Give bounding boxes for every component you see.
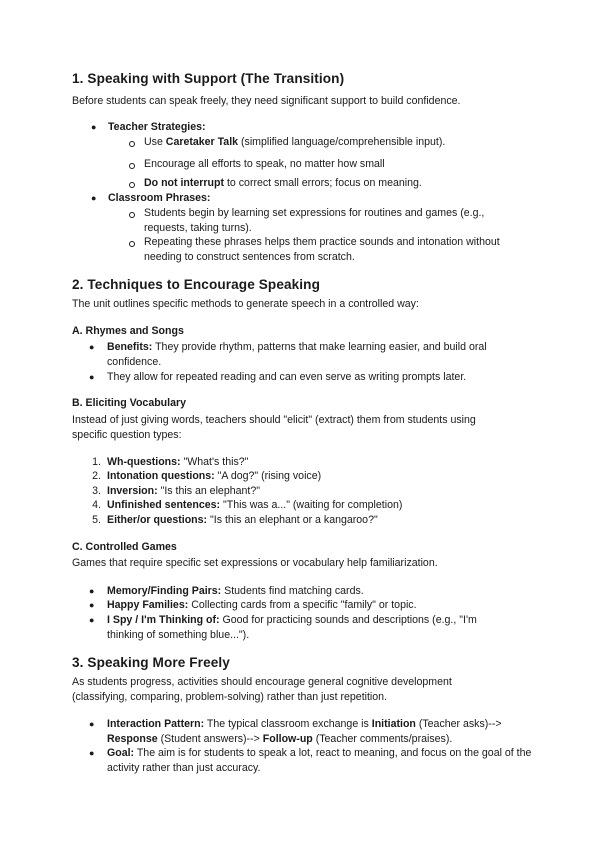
bullet-icon: ● <box>89 342 95 352</box>
bullet-icon: ● <box>89 748 95 758</box>
bullet-icon: ● <box>89 719 95 729</box>
list-item: Do not interrupt to correct small errors; focus on meaning. <box>144 177 422 189</box>
circle-bullet-icon <box>129 212 135 218</box>
eliciting-intro: Instead of just giving words, teachers should "elicit" (extract) them from students using specific question types: <box>72 414 476 441</box>
bullet-icon: ● <box>89 586 95 596</box>
section-2-title: 2. Techniques to Encourage Speaking <box>72 277 320 292</box>
list-item: Benefits: They provide rhythm, patterns that make learning easier, and build oral confidence. <box>107 341 487 368</box>
list-item: Intonation questions: "A dog?" (rising voice) <box>107 470 322 482</box>
bullet-icon: ● <box>89 372 95 382</box>
bullet-icon: ● <box>91 193 97 203</box>
circle-bullet-icon <box>129 182 135 188</box>
list-item: Goal: The aim is for students to speak a lot, react to meaning, and focus on the goal of the activity rather than just accuracy. <box>107 747 532 774</box>
circle-bullet-icon <box>129 163 135 169</box>
list-item: They allow for repeated reading and can even serve as writing prompts later. <box>107 371 467 383</box>
list-item: Use Caretaker Talk (simplified language/comprehensible input). <box>144 136 446 148</box>
circle-bullet-icon <box>129 141 135 147</box>
section-3-title: 3. Speaking More Freely <box>72 655 230 670</box>
teacher-strategies-label: Teacher Strategies: <box>108 121 206 133</box>
eliciting-heading: B. Eliciting Vocabulary <box>72 397 187 409</box>
section-2-intro: The unit outlines specific methods to generate speech in a controlled way: <box>72 298 419 310</box>
list-item: Students begin by learning set expressions for routines and games (e.g., requests, taking turns). <box>144 207 485 234</box>
list-item: Happy Families: Collecting cards from a specific "family" or topic. <box>107 599 417 611</box>
list-item: Encourage all efforts to speak, no matter how small <box>144 158 385 170</box>
list-number: 5. <box>92 514 101 526</box>
bullet-icon: ● <box>89 615 95 625</box>
list-number: 4. <box>92 499 101 511</box>
section-1-intro: Before students can speak freely, they need significant support to build confidence. <box>72 95 461 107</box>
list-item: I Spy / I'm Thinking of: Good for practicing sounds and descriptions (e.g., "I'm thinking of something blue..."). <box>107 614 477 641</box>
rhymes-heading: A. Rhymes and Songs <box>72 325 184 337</box>
list-item: Wh-questions: "What's this?" <box>107 456 249 468</box>
list-item: Memory/Finding Pairs: Students find matching cards. <box>107 585 364 597</box>
list-item: Unfinished sentences: "This was a..." (waiting for completion) <box>107 499 403 511</box>
games-heading: C. Controlled Games <box>72 541 177 553</box>
section-1-title: 1. Speaking with Support (The Transition) <box>72 71 345 86</box>
classroom-phrases-label: Classroom Phrases: <box>108 192 211 204</box>
list-item: Inversion: "Is this an elephant?" <box>107 485 260 497</box>
list-number: 3. <box>92 485 101 497</box>
section-3-intro: As students progress, activities should encourage general cognitive development (classifying, comparing, problem-solving) rather than just repetition. <box>72 676 452 703</box>
list-number: 1. <box>92 456 101 468</box>
list-item: Interaction Pattern: The typical classroom exchange is Initiation (Teacher asks)--> Response (Student answers)--> Follow-up (Teacher comments/praises). <box>107 718 502 745</box>
list-number: 2. <box>92 470 101 482</box>
list-item: Repeating these phrases helps them practice sounds and intonation without needing to construct sentences from scratch. <box>144 236 500 263</box>
list-item: Either/or questions: "Is this an elephant or a kangaroo?" <box>107 514 378 526</box>
bullet-icon: ● <box>91 122 97 132</box>
bullet-icon: ● <box>89 600 95 610</box>
games-intro: Games that require specific set expressions or vocabulary help familiarization. <box>72 557 438 569</box>
circle-bullet-icon <box>129 241 135 247</box>
